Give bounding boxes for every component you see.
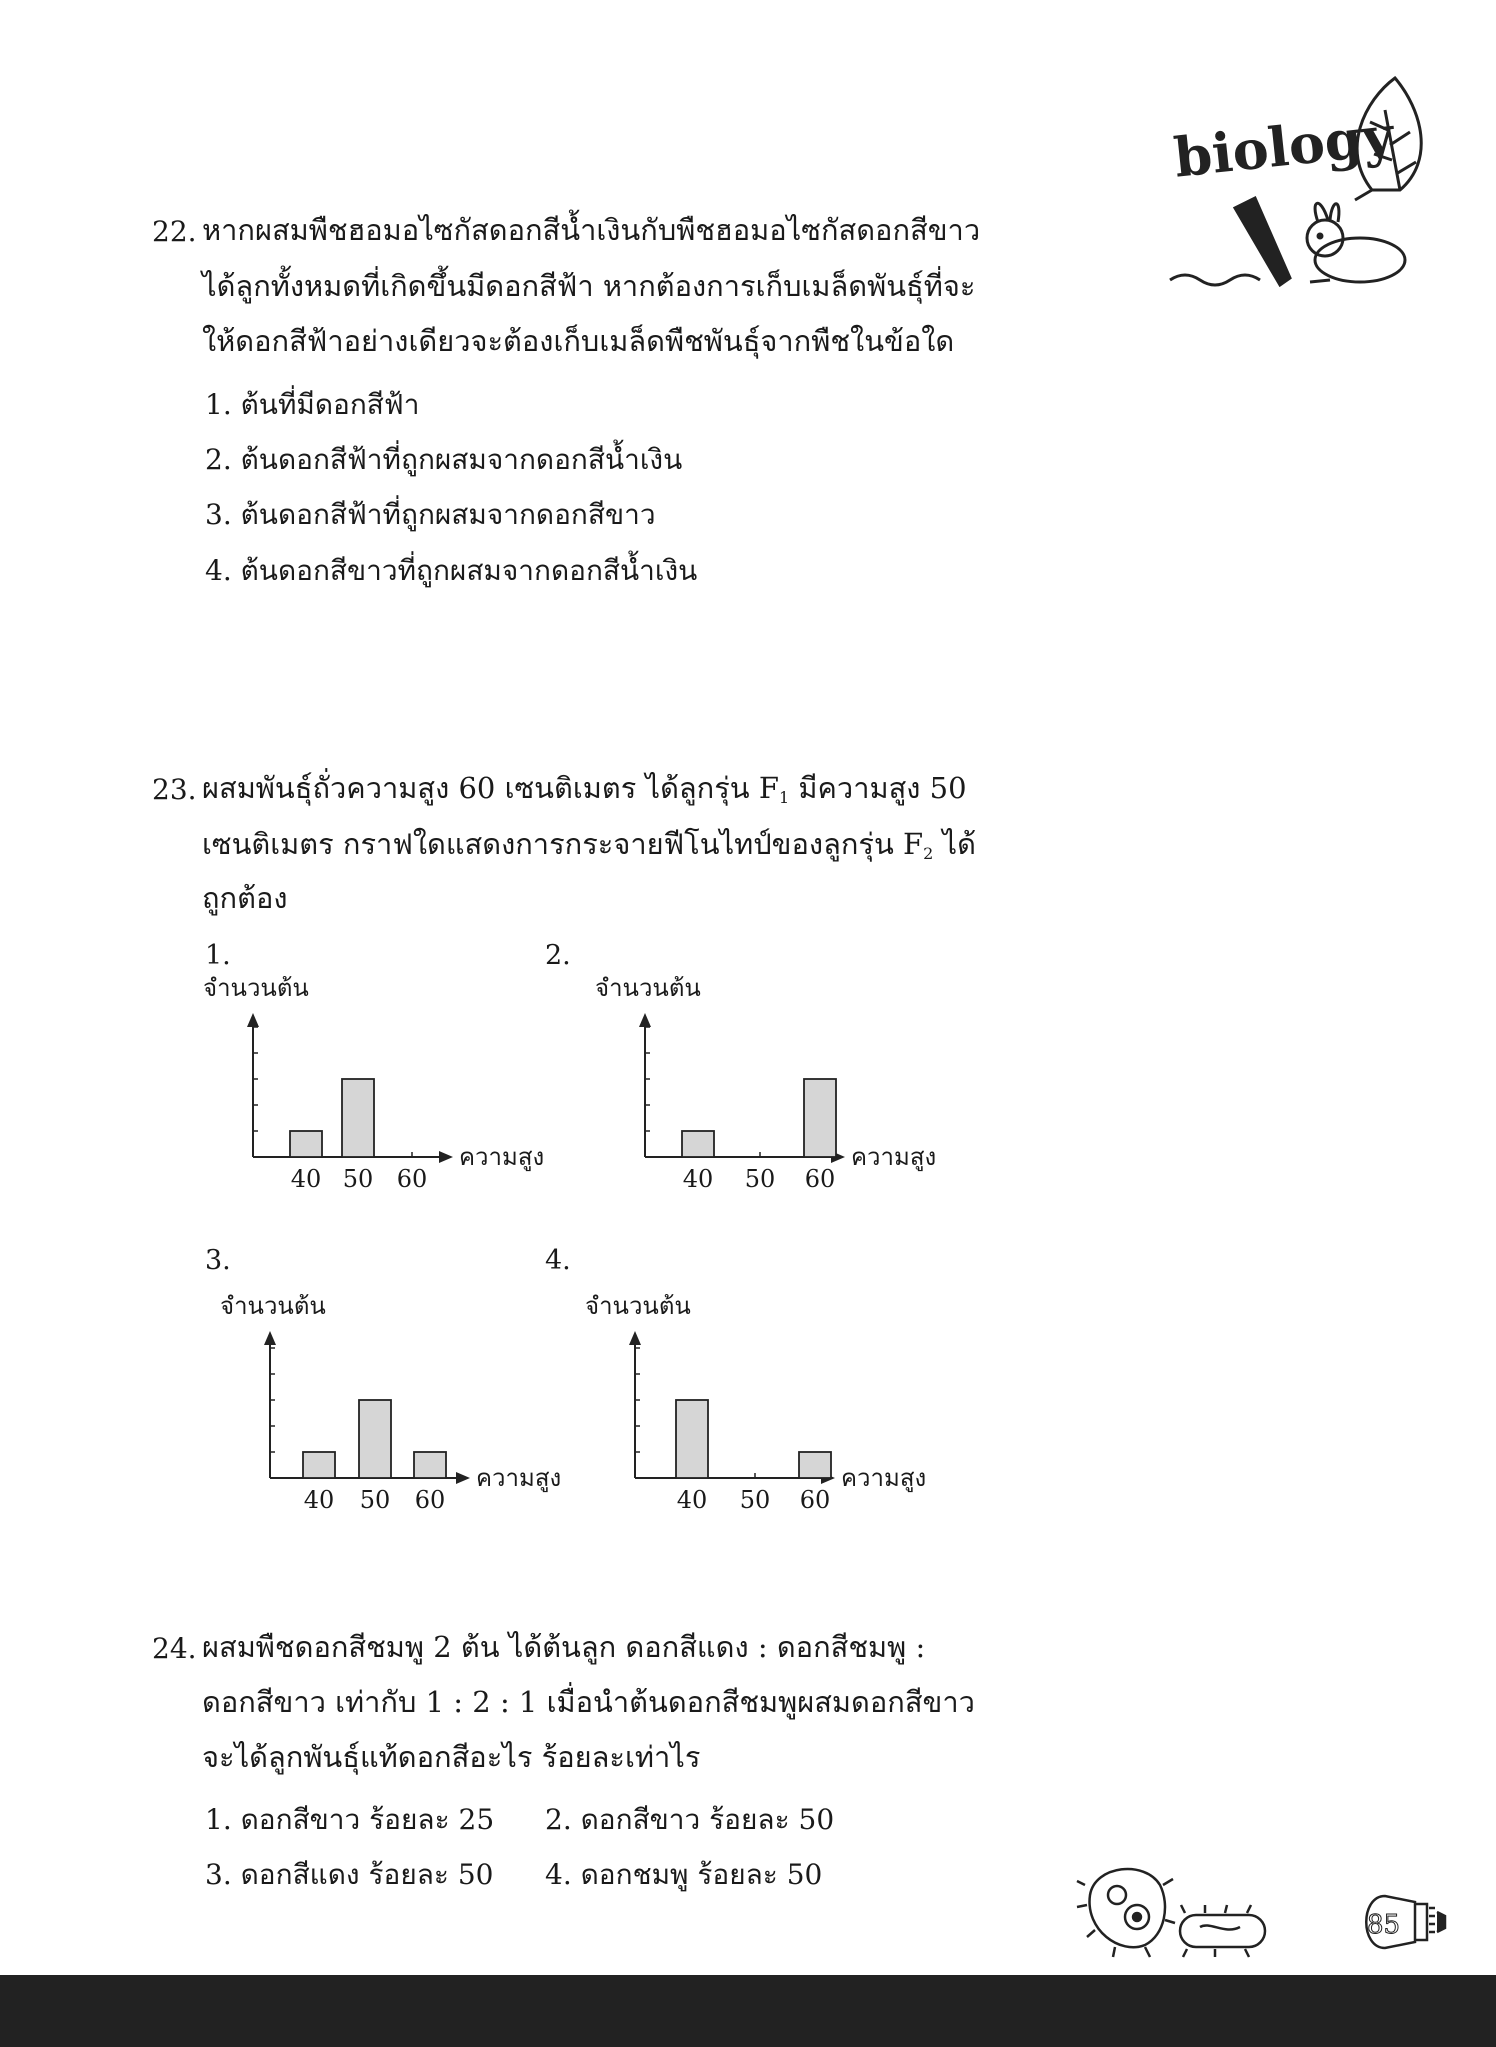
graph-4 — [580, 1283, 950, 1523]
q22-choice-4: 4. ต้นดอกสีขาวที่ถูกผสมจากดอกสีน้ำเงิน — [205, 554, 698, 587]
q22-choice-3: 3. ต้นดอกสีฟ้าที่ถูกผสมจากดอกสีขาว — [205, 498, 656, 531]
bar-60 — [414, 1452, 446, 1478]
x-tick-label: 40 — [682, 1165, 714, 1193]
x-tick-label: 40 — [303, 1486, 335, 1514]
y-axis-arrow — [264, 1331, 276, 1345]
f1-subscript: 1 — [778, 788, 790, 807]
biology-logo-text: biology — [1171, 103, 1397, 190]
q23-line-2-tail: ได้ — [933, 827, 976, 861]
y-axis-label: จำนวนต้น — [585, 1292, 691, 1320]
y-axis-arrow — [639, 1013, 651, 1027]
bar-60 — [804, 1079, 836, 1157]
y-axis-arrow — [247, 1013, 259, 1027]
bar-50 — [342, 1079, 374, 1157]
x-tick-label: 40 — [290, 1165, 322, 1193]
footer-bar — [0, 1975, 1496, 2047]
microbe-illustration — [1075, 1855, 1275, 1965]
bar-60 — [799, 1452, 831, 1478]
y-axis-arrow — [629, 1331, 641, 1345]
graph-3 — [210, 1283, 580, 1523]
q22-line-2: ได้ลูกทั้งหมดที่เกิดขึ้นมีดอกสีฟ้า หากต้องการเก็บเมล็ดพันธุ์ที่จะ — [202, 269, 976, 303]
x-axis-label: ความสูง — [476, 1464, 562, 1492]
y-axis-label: จำนวนต้น — [220, 1292, 326, 1320]
q24-line-1: ผสมพืชดอกสีชมพู 2 ต้น ได้ต้นลูก ดอกสีแดง : ดอกสีชมพู : — [202, 1630, 926, 1664]
x-axis-arrow — [456, 1472, 470, 1484]
q22-line-3: ให้ดอกสีฟ้าอย่างเดียวจะต้องเก็บเมล็ดพืชพันธุ์จากพืชในข้อใด — [202, 324, 955, 358]
x-axis-label: ความสูง — [841, 1464, 927, 1492]
y-axis-label: จำนวนต้น — [595, 974, 701, 1002]
x-tick-label: 50 — [342, 1165, 374, 1193]
q23-line-2-text: เซนติเมตร กราฟใดแสดงการกระจายฟีโนไทป์ของลูกรุ่น F — [202, 827, 924, 861]
page-number: 85 — [1367, 1910, 1401, 1940]
pen-icon — [1170, 198, 1290, 285]
x-tick-label: 50 — [744, 1165, 776, 1193]
q22-line-1: หากผสมพืชฮอมอไซกัสดอกสีน้ำเงินกับพืชฮอมอไซกัสดอกสีขาว — [202, 213, 981, 247]
q23-line-1 — [202, 771, 967, 807]
x-tick-label: 50 — [739, 1486, 771, 1514]
graph-4-label: 4. — [545, 1245, 571, 1276]
x-tick-label: 60 — [396, 1165, 428, 1193]
bar-40 — [682, 1131, 714, 1157]
biology-logo — [1160, 70, 1450, 300]
bar-40 — [303, 1452, 335, 1478]
bar-40 — [676, 1400, 708, 1478]
q24-line-3: จะได้ลูกพันธุ์แท้ดอกสีอะไร ร้อยละเท่าไร — [202, 1740, 701, 1774]
graph-1 — [195, 965, 565, 1205]
q24-line-2: ดอกสีขาว เท่ากับ 1 : 2 : 1 เมื่อนำต้นดอกสีชมพูผสมดอกสีขาว — [202, 1685, 975, 1719]
x-tick-label: 60 — [799, 1486, 831, 1514]
q23-number: 23. — [152, 773, 197, 806]
q23-line-3: ถูกต้อง — [202, 881, 288, 915]
bar-50 — [359, 1400, 391, 1478]
q23-line-2 — [202, 827, 976, 863]
x-tick-label: 50 — [359, 1486, 391, 1514]
q24-choice-4: 4. ดอกชมพู ร้อยละ 50 — [545, 1858, 823, 1891]
graph-3-label: 3. — [205, 1245, 231, 1276]
x-axis-arrow — [439, 1151, 453, 1163]
q22-number: 22. — [152, 215, 197, 248]
q23-line-1-tail: มีความสูง 50 — [789, 771, 967, 805]
x-tick-label: 40 — [676, 1486, 708, 1514]
q22-choice-1: 1. ต้นที่มีดอกสีฟ้า — [205, 388, 420, 421]
bar-40 — [290, 1131, 322, 1157]
q22-choice-2: 2. ต้นดอกสีฟ้าที่ถูกผสมจากดอกสีน้ำเงิน — [205, 443, 683, 476]
q24-choice-1: 1. ดอกสีขาว ร้อยละ 25 — [205, 1803, 495, 1836]
x-tick-label: 60 — [804, 1165, 836, 1193]
graph-1-label: 1. — [205, 940, 231, 971]
q24-choice-2: 2. ดอกสีขาว ร้อยละ 50 — [545, 1803, 835, 1836]
f2-subscript: 2 — [923, 844, 934, 863]
q24-number: 24. — [152, 1632, 197, 1665]
x-tick-label: 60 — [414, 1486, 446, 1514]
x-axis-label: ความสูง — [459, 1143, 545, 1171]
x-axis-label: ความสูง — [851, 1143, 937, 1171]
q24-choice-3: 3. ดอกสีแดง ร้อยละ 50 — [205, 1858, 494, 1891]
graph-2 — [585, 965, 955, 1205]
rabbit-icon — [1307, 203, 1405, 282]
lightbulb-icon — [1355, 1890, 1460, 1960]
y-axis-label: จำนวนต้น — [203, 974, 309, 1002]
graph-2-label: 2. — [545, 940, 571, 971]
q23-line-1-text: ผสมพันธุ์ถั่วความสูง 60 เซนติเมตร ได้ลูกรุ่น F — [202, 771, 779, 805]
